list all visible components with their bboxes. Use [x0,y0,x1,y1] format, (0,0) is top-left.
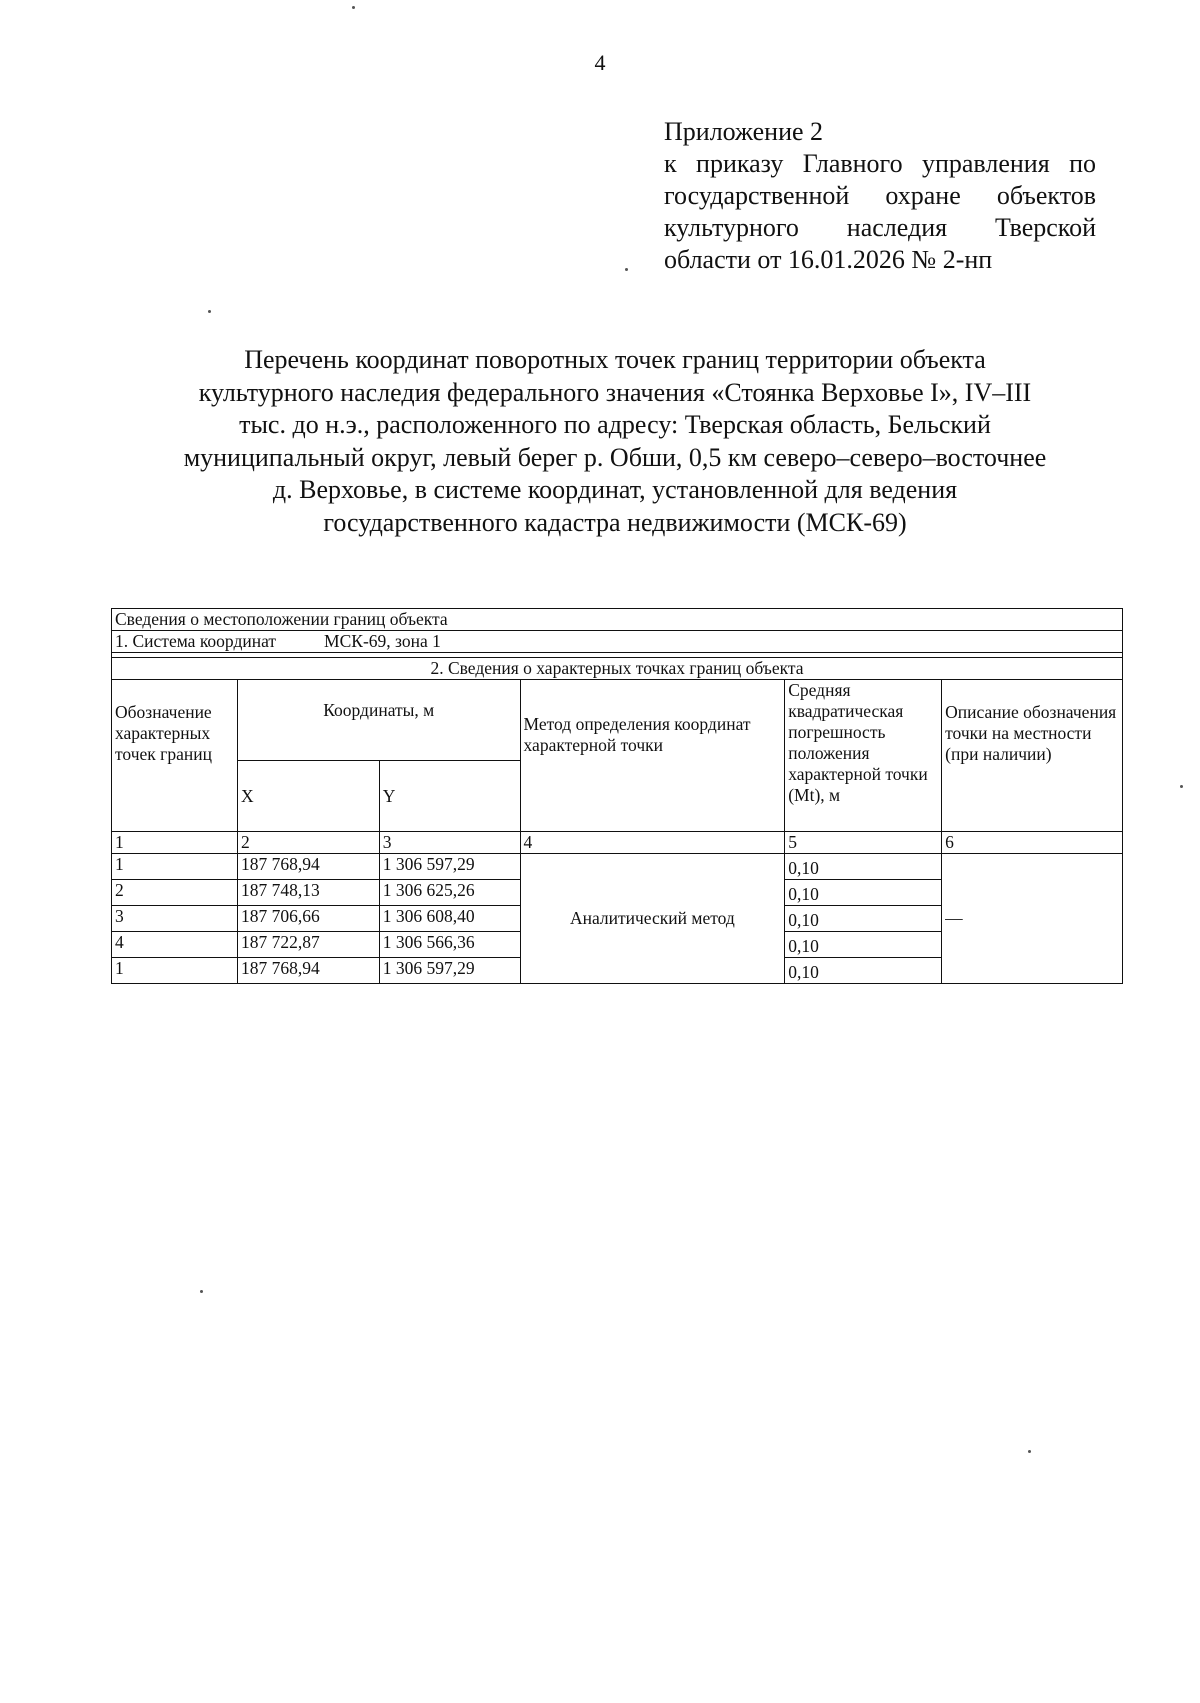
title-line: д. Верховье, в системе координат, установленной для ведения [272,475,958,504]
title-line: культурного наследия федерального значения «Стоянка Верховье I», IV–III [198,377,1032,407]
system-value: МСК-69, зона 1 [324,631,441,651]
header-description: Описание обозначения точки на местности (при наличии) [942,680,1123,832]
mt-value: 0,10 [785,958,942,984]
mt-value: 0,10 [785,880,942,906]
coord-x: 187 768,94 [237,958,379,984]
points-title: 2. Сведения о характерных точках границ объекта [112,658,1123,680]
point-id: 2 [112,880,238,906]
point-id: 3 [112,906,238,932]
title-line: государственного кадастра недвижимости (МСК-69) [323,507,907,537]
header-y: Y [379,761,520,832]
appendix-title: Приложение 2 [664,117,824,146]
point-id: 4 [112,932,238,958]
appendix-line: государственной охране объектов [664,181,1096,210]
document-title [120,344,1110,539]
column-number: 4 [520,832,785,854]
scan-speck [625,268,628,271]
coord-y: 1 306 597,29 [379,958,520,984]
appendix-line: к приказу Главного управления по [664,149,1096,178]
coord-y: 1 306 625,26 [379,880,520,906]
column-number: 2 [237,832,379,854]
column-number: 3 [379,832,520,854]
header-error: Средняя квадратическая погрешность положения характерной точки (Mt), м [785,680,942,832]
column-number: 1 [112,832,238,854]
scan-speck [352,6,355,9]
table-row [112,854,1123,880]
coord-y: 1 306 608,40 [379,906,520,932]
appendix-body [664,148,1096,276]
coord-x: 187 706,66 [237,906,379,932]
system-label: 1. Система координат [115,631,277,651]
coord-x: 187 768,94 [237,854,379,880]
appendix-line: области от 16.01.2026 № 2-нп [664,245,993,274]
scan-speck [200,1290,203,1293]
section-title: Сведения о местоположении границ объекта [112,609,1123,631]
method-value: Аналитический метод [520,854,785,984]
column-number: 6 [942,832,1123,854]
mt-value: 0,10 [785,932,942,958]
point-id: 1 [112,854,238,880]
mt-value: 0,10 [785,906,942,932]
scan-speck [208,310,211,313]
title-line: тыс. до н.э., расположенного по адресу: Тверская область, Бельский [239,410,991,439]
header-method: Метод определения координат характерной точки [520,680,785,832]
header-designation: Обозначение характерных точек границ [112,680,238,832]
scan-speck [1028,1450,1031,1453]
coordinate-system-row [112,631,1123,653]
appendix-line: культурного наследия Тверской [664,213,1096,242]
column-number: 5 [785,832,942,854]
page-number: 4 [594,50,606,75]
title-line: муниципальный округ, левый берег р. Обши, 0,5 км северо–северо–восточнее [183,442,1047,472]
mt-value: 0,10 [785,854,942,880]
coord-x: 187 722,87 [237,932,379,958]
header-x: X [237,761,379,832]
coord-x: 187 748,13 [237,880,379,906]
title-line: Перечень координат поворотных точек границ территории объекта [244,345,986,374]
coordinates-table [111,608,1123,984]
description-value: — [942,854,1123,984]
coord-y: 1 306 566,36 [379,932,520,958]
point-id: 1 [112,958,238,984]
scan-speck [1180,785,1183,788]
header-coordinates: Координаты, м [237,680,520,761]
appendix-header [664,116,1096,276]
coord-y: 1 306 597,29 [379,854,520,880]
